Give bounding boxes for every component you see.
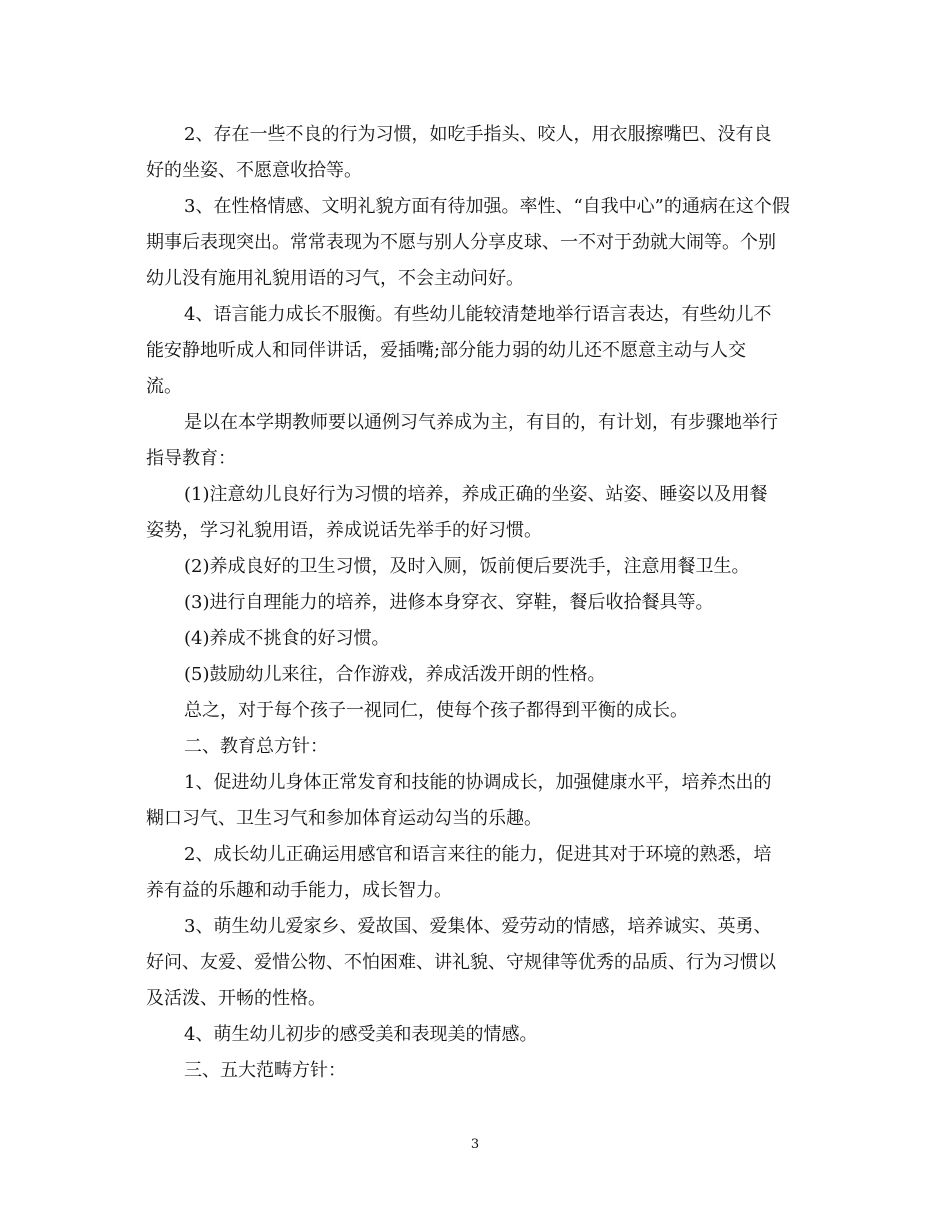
text-line: 好问、友爱、爱惜公物、不怕困难、讲礼貌、守规律等优秀的品质、行为习惯以 [146,952,776,973]
text-line: (1)注意幼儿良好行为习惯的培养，养成正确的坐姿、站姿、睡姿以及用餐 [184,484,768,505]
page-number: 3 [470,1137,480,1152]
text-line: (5)鼓励幼儿来往，合作游戏，养成活泼开朗的性格。 [184,664,606,685]
text-line: 及活泼、开畅的性格。 [146,988,326,1009]
text-line: 4、萌生幼儿初步的感受美和表现美的情感。 [184,1024,538,1045]
text-line: 好的坐姿、不愿意收拾等。 [146,160,362,181]
paragraph [146,117,806,189]
text-line: (2)养成良好的卫生习惯，及时入厕，饭前便后要洗手，注意用餐卫生。 [184,556,750,577]
text-line: 总之，对于每个孩子一视同仁，使每个孩子都得到平衡的成长。 [184,700,688,721]
text-line: 能安静地听成人和同伴讲话，爱插嘴;部分能力弱的幼儿还不愿意主动与人交 [146,340,747,361]
text-line: 二、教育总方针： [184,736,328,757]
paragraph [146,297,806,405]
text-line: 3、在性格情感、文明礼貌方面有待加强。率性、“自我中心”的通病在这个假 [184,196,790,217]
text-line: 幼儿没有施用礼貌用语的习气，不会主动问好。 [146,268,524,289]
text-line: 流。 [146,376,182,397]
section-heading [146,1053,806,1089]
text-line: (3)进行自理能力的培养，进修本身穿衣、穿鞋，餐后收拾餐具等。 [184,592,714,613]
paragraph [146,765,806,837]
section-heading [146,729,806,765]
text-line: 是以在本学期教师要以通例习气养成为主，有目的，有计划，有步骤地举行 [184,412,778,433]
paragraph [146,693,806,729]
paragraph [146,621,806,657]
text-line: 三、五大范畴方针： [184,1060,346,1081]
text-line: 糊口习气、卫生习气和参加体育运动勾当的乐趣。 [146,808,542,829]
paragraph [146,909,806,1017]
text-line: (4)养成不挑食的好习惯。 [184,628,390,649]
text-line: 指导教育： [146,448,236,469]
text-line: 4、语言能力成长不服衡。有些幼儿能较清楚地举行语言表达，有些幼儿不 [184,304,772,325]
paragraph [146,837,806,909]
text-line: 2、成长幼儿正确运用感官和语言来往的能力，促进其对于环境的熟悉，培 [184,844,772,865]
paragraph [146,1017,806,1053]
text-line: 2、存在一些不良的行为习惯，如吃手指头、咬人，用衣服擦嘴巴、没有良 [184,124,772,145]
paragraph [146,477,806,549]
paragraph [146,405,806,477]
text-line: 1、促进幼儿身体正常发育和技能的协调成长，加强健康水平，培养杰出的 [184,772,772,793]
paragraph [146,585,806,621]
text-line: 3、萌生幼儿爱家乡、爱故国、爱集体、爱劳动的情感，培养诚实、英勇、 [184,916,772,937]
text-line: 期事后表现突出。常常表现为不愿与别人分享皮球、一不对于劲就大闹等。个别 [146,232,776,253]
text-line: 养有益的乐趣和动手能力，成长智力。 [146,880,452,901]
text-line: 姿势，学习礼貌用语，养成说话先举手的好习惯。 [146,520,542,541]
paragraph [146,189,806,297]
paragraph [146,549,806,585]
paragraph [146,657,806,693]
